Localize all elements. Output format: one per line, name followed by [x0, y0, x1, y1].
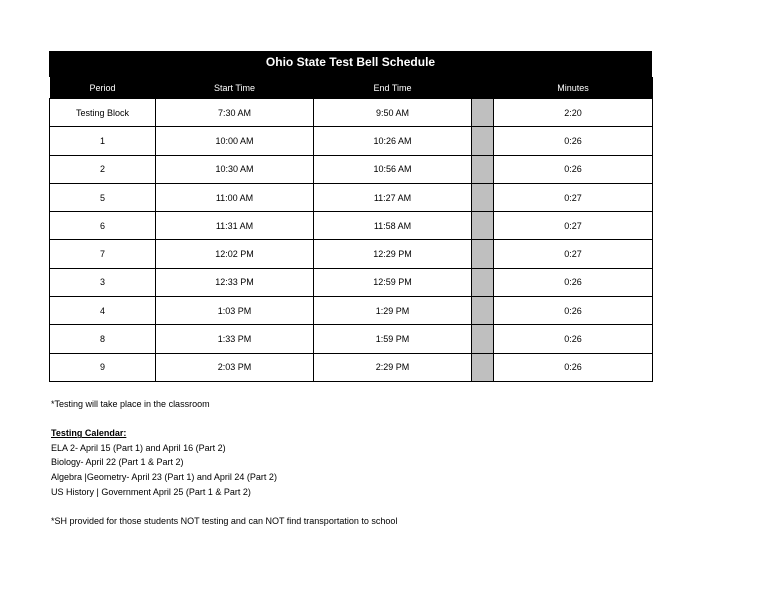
start-time-cell: 10:30 AM — [156, 155, 314, 183]
period-cell: Testing Block — [50, 99, 156, 127]
table-row — [50, 240, 653, 268]
column-header-spacer — [472, 77, 494, 99]
period-cell: 5 — [50, 183, 156, 211]
spacer-cell — [472, 240, 494, 268]
schedule-table — [49, 77, 653, 382]
schedule-title: Ohio State Test Bell Schedule — [49, 51, 652, 77]
period-cell: 1 — [50, 127, 156, 155]
period-cell: 6 — [50, 212, 156, 240]
period-cell: 3 — [50, 268, 156, 296]
end-time-cell: 12:59 PM — [314, 268, 472, 296]
table-row — [50, 155, 653, 183]
table-row — [50, 183, 653, 211]
start-time-cell: 1:33 PM — [156, 325, 314, 353]
spacer — [51, 499, 397, 514]
spacer-cell — [472, 353, 494, 381]
minutes-cell: 0:26 — [494, 155, 653, 183]
sh-note: *SH provided for those students NOT testing and can NOT find transportation to school — [51, 515, 398, 526]
classroom-note: *Testing will take place in the classroom — [51, 399, 210, 409]
spacer-cell — [472, 155, 494, 183]
minutes-cell: 0:27 — [494, 183, 653, 211]
header-row — [50, 77, 653, 99]
calendar-item-history-government: US History | Government April 25 (Part 1 & Part 2) — [51, 486, 251, 497]
end-time-cell: 9:50 AM — [314, 99, 472, 127]
table-row — [50, 353, 653, 381]
schedule-body — [50, 99, 653, 382]
start-time-cell: 10:00 AM — [156, 127, 314, 155]
table-row — [50, 268, 653, 296]
minutes-cell: 0:26 — [494, 268, 653, 296]
end-time-cell: 1:59 PM — [314, 325, 472, 353]
start-time-cell: 12:33 PM — [156, 268, 314, 296]
minutes-cell: 0:27 — [494, 212, 653, 240]
table-row — [50, 99, 653, 127]
spacer-cell — [472, 268, 494, 296]
column-header-period: Period — [50, 77, 156, 99]
period-cell: 4 — [50, 297, 156, 325]
end-time-cell: 1:29 PM — [314, 297, 472, 325]
period-cell: 8 — [50, 325, 156, 353]
calendar-item-ela: ELA 2- April 15 (Part 1) and April 16 (Part 2) — [51, 442, 226, 453]
spacer — [51, 412, 397, 427]
column-header-start-time: Start Time — [156, 77, 314, 99]
spacer-cell — [472, 99, 494, 127]
calendar-item-biology: Biology- April 22 (Part 1 & Part 2) — [51, 457, 184, 468]
table-row — [50, 325, 653, 353]
end-time-cell: 11:58 AM — [314, 212, 472, 240]
table-row — [50, 127, 653, 155]
period-cell: 9 — [50, 353, 156, 381]
bell-schedule — [49, 51, 652, 382]
start-time-cell: 11:00 AM — [156, 183, 314, 211]
period-cell: 7 — [50, 240, 156, 268]
minutes-cell: 2:20 — [494, 99, 653, 127]
end-time-cell: 10:26 AM — [314, 127, 472, 155]
period-cell: 2 — [50, 155, 156, 183]
spacer-cell — [472, 212, 494, 240]
column-header-minutes: Minutes — [494, 77, 653, 99]
spacer-cell — [472, 325, 494, 353]
calendar-item-algebra-geometry: Algebra |Geometry- April 23 (Part 1) and April 24 (Part 2) — [51, 471, 277, 482]
end-time-cell: 11:27 AM — [314, 183, 472, 211]
table-row — [50, 212, 653, 240]
start-time-cell: 7:30 AM — [156, 99, 314, 127]
minutes-cell: 0:26 — [494, 297, 653, 325]
column-header-end-time: End Time — [314, 77, 472, 99]
start-time-cell: 12:02 PM — [156, 240, 314, 268]
minutes-cell: 0:26 — [494, 127, 653, 155]
spacer-cell — [472, 183, 494, 211]
end-time-cell: 12:29 PM — [314, 240, 472, 268]
table-row — [50, 297, 653, 325]
minutes-cell: 0:26 — [494, 325, 653, 353]
minutes-cell: 0:26 — [494, 353, 653, 381]
minutes-cell: 0:27 — [494, 240, 653, 268]
calendar-heading: Testing Calendar: — [51, 428, 127, 439]
spacer-cell — [472, 297, 494, 325]
spacer-cell — [472, 127, 494, 155]
notes-section — [51, 397, 397, 528]
start-time-cell: 2:03 PM — [156, 353, 314, 381]
end-time-cell: 10:56 AM — [314, 155, 472, 183]
end-time-cell: 2:29 PM — [314, 353, 472, 381]
start-time-cell: 11:31 AM — [156, 212, 314, 240]
start-time-cell: 1:03 PM — [156, 297, 314, 325]
